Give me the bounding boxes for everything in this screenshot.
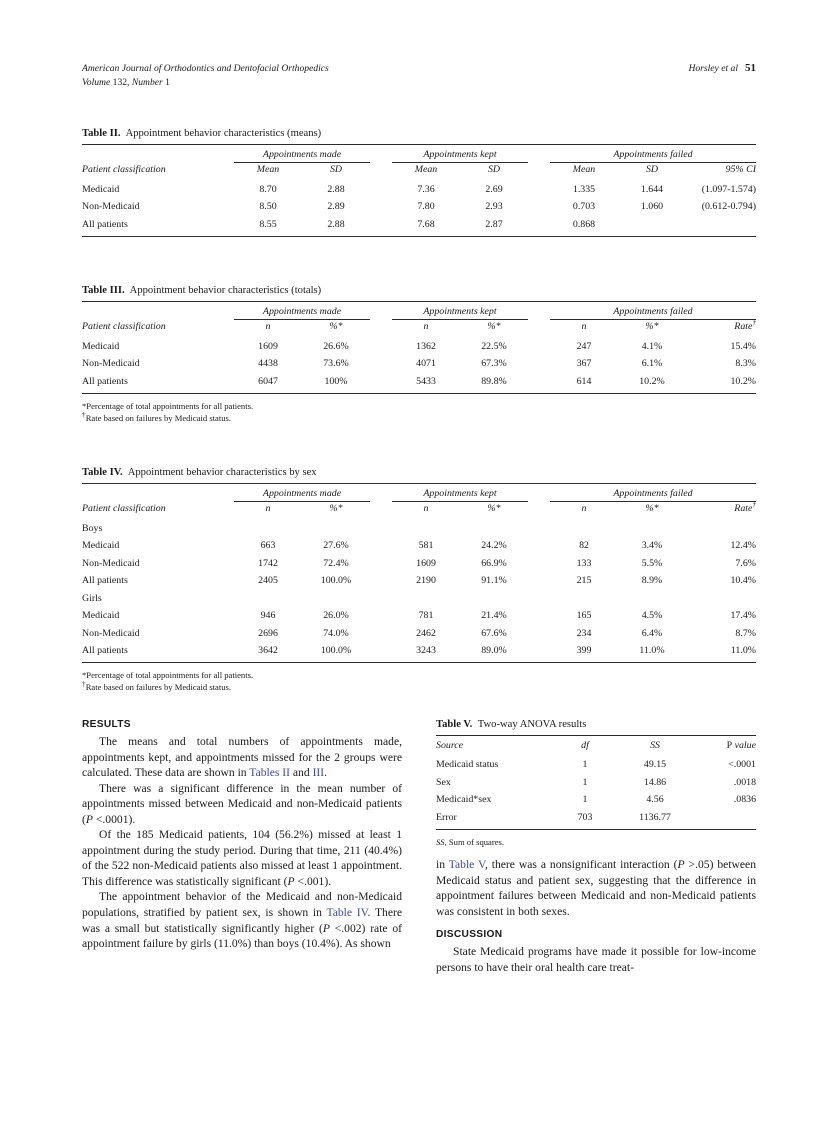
table-5-bottom-rule — [436, 830, 756, 833]
cell: 2.93 — [485, 201, 503, 213]
cell: .0018 — [733, 776, 756, 788]
cell: 10.4% — [730, 575, 756, 587]
table-3-footnotes — [82, 400, 756, 424]
table-5-body — [436, 753, 756, 829]
table-2-col-made-mean: Mean — [256, 164, 280, 176]
table-5 — [436, 735, 756, 832]
cell: 7.68 — [417, 218, 435, 230]
cell: 247 — [576, 340, 592, 352]
cell: 11.0% — [730, 644, 756, 656]
table-5-header-row — [436, 739, 756, 753]
spacer — [528, 555, 550, 572]
cell: 89.0% — [481, 644, 507, 656]
cell: 1.060 — [640, 201, 664, 213]
table-4-col-kept-pct: %* — [487, 503, 501, 515]
cell — [460, 590, 528, 607]
row-label: Medicaid — [82, 183, 120, 195]
authors-short: Horsley et al — [688, 63, 738, 74]
cell — [302, 590, 370, 607]
cell: 1.335 — [572, 183, 596, 195]
table-2-col-failed-sd: SD — [645, 164, 659, 176]
table-3-group-header-row — [82, 305, 756, 320]
table-row — [82, 198, 756, 215]
table-2-caption — [82, 127, 756, 141]
footnote-ss: SS, Sum of squares. — [436, 837, 505, 848]
table-5-block — [436, 718, 756, 848]
cell: 1136.77 — [639, 811, 671, 823]
table-4-col-failed-n: n — [581, 503, 587, 515]
table-5-title: Two-way ANOVA results — [477, 719, 587, 730]
cell: 6.4% — [641, 627, 663, 639]
results-paragraph-1: The means and total numbers of appointments made, appointments kept, and appointments missed for the 2 groups were calculated. These data are shown in Tables II and III. — [82, 735, 402, 780]
p-symbol: P — [85, 812, 93, 826]
table-4-number: Table IV. — [82, 467, 123, 478]
row-label: Error — [436, 811, 457, 823]
table-4-bottom-rule — [82, 663, 756, 666]
cell: 3642 — [258, 644, 278, 656]
issue-number: 1 — [165, 76, 170, 88]
cell: 27.6% — [323, 540, 349, 552]
table-row — [82, 607, 756, 624]
table-3-title: Appointment behavior characteristics (totals) — [129, 285, 322, 296]
spacer — [528, 537, 550, 554]
left-column — [82, 718, 402, 952]
cell: 2.69 — [485, 183, 503, 195]
cell: 581 — [418, 540, 434, 552]
table-4-footnotes — [82, 669, 756, 693]
footnote-star: *Percentage of total appointments for all patients. — [82, 400, 254, 411]
table-2-group-kept: Appointments kept — [392, 148, 528, 163]
cell: 1 — [582, 794, 588, 806]
cell: 91.1% — [481, 575, 507, 587]
cell: 15.4% — [730, 340, 756, 352]
cell: 2.89 — [327, 201, 345, 213]
cell: 6047 — [258, 375, 278, 387]
row-label: All patients — [82, 218, 128, 230]
table-row — [82, 572, 756, 589]
table-4-group-failed: Appointments failed — [550, 487, 756, 502]
cell: 1362 — [416, 340, 436, 352]
volume-number: 132 — [112, 76, 128, 88]
cell: 2462 — [416, 627, 436, 639]
row-label: All patients — [82, 575, 128, 587]
row-label: Sex — [436, 776, 451, 788]
table-row — [82, 373, 756, 393]
row-label: Non-Medicaid — [82, 358, 140, 370]
cell: 67.3% — [481, 358, 507, 370]
spacer — [528, 517, 550, 538]
row-label: Medicaid — [82, 610, 120, 622]
cell — [392, 590, 460, 607]
table-3-body — [82, 335, 756, 394]
cell: 11.0% — [639, 644, 665, 656]
cell — [686, 517, 756, 538]
cell: 49.15 — [643, 759, 667, 771]
table-row — [82, 642, 756, 662]
cell: 3243 — [416, 644, 436, 656]
table-3-col-kept-n: n — [423, 321, 429, 333]
cell: 100% — [324, 375, 348, 387]
table-5-col-source: Source — [436, 740, 464, 751]
table-3-col-failed-pct: %* — [645, 321, 659, 333]
row-label: Boys — [82, 522, 103, 534]
cell: 614 — [576, 375, 592, 387]
spacer — [370, 572, 392, 589]
cell: 2.88 — [327, 218, 345, 230]
table-group-row — [82, 517, 756, 538]
table-4-body — [82, 517, 756, 663]
table-5-col-df: df — [581, 740, 589, 751]
table-row — [436, 809, 756, 829]
results-heading: RESULTS — [82, 719, 131, 730]
cell — [550, 590, 618, 607]
cell: 73.6% — [323, 358, 349, 370]
spacer — [528, 625, 550, 642]
cell: 4.5% — [641, 610, 663, 622]
cell: 4.1% — [641, 340, 663, 352]
table-4 — [82, 483, 756, 665]
table-2-col-kept-sd: SD — [487, 164, 501, 176]
cell: .0836 — [733, 794, 756, 806]
spacer — [370, 555, 392, 572]
table-4-col-made-n: n — [265, 503, 271, 515]
cell: 234 — [576, 627, 592, 639]
cell: 26.6% — [323, 340, 349, 352]
table-4-title: Appointment behavior characteristics by sex — [127, 467, 317, 478]
table-4-col-kept-n: n — [423, 503, 429, 515]
cell: 21.4% — [481, 610, 507, 622]
cell — [234, 517, 302, 538]
running-head-right — [688, 62, 756, 76]
cell: 5433 — [416, 375, 436, 387]
p-symbol: P — [287, 874, 295, 888]
spacer — [370, 607, 392, 624]
cell: 8.55 — [259, 218, 277, 230]
footnote-dagger: †Rate based on failures by Medicaid status. — [82, 410, 232, 424]
cell: 2.87 — [485, 218, 503, 230]
discussion-paragraph-1: State Medicaid programs have made it possible for low-income persons to have their oral health care treat- — [436, 945, 756, 974]
cell — [694, 809, 756, 829]
spacer — [528, 590, 550, 607]
cell: 66.9% — [481, 557, 507, 569]
table-3-col-failed-n: n — [581, 321, 587, 333]
cell: 1609 — [416, 557, 436, 569]
table-row — [82, 555, 756, 572]
spacer — [370, 517, 392, 538]
table-4-group-kept: Appointments kept — [392, 487, 528, 502]
cell — [618, 590, 686, 607]
cell: 24.2% — [481, 540, 507, 552]
cell — [392, 517, 460, 538]
cell: 946 — [260, 610, 276, 622]
journal-title: American Journal of Orthodontics and Dentofacial Orthopedics — [82, 63, 329, 74]
cell: 74.0% — [323, 627, 349, 639]
table-5-caption — [436, 718, 756, 732]
table-2-group-header-row — [82, 148, 756, 163]
footnote-star: *Percentage of total appointments for all patients. — [82, 670, 254, 681]
p-symbol: P — [677, 858, 685, 872]
row-label: All patients — [82, 644, 128, 656]
table-3-col-rate: Rate† — [734, 319, 756, 333]
cell: 1742 — [258, 557, 278, 569]
table-5-col-pvalue: P value — [726, 740, 756, 751]
cell: 89.8% — [481, 375, 507, 387]
spacer — [370, 642, 392, 662]
cell: 367 — [576, 358, 592, 370]
results-paragraph-4: The appointment behavior of the Medicaid and non-Medicaid populations, stratified by patient sex, is shown in Table IV. There was a small but statistically significantly higher (P <.002) rate of appointment failure by girls (11.0%) than boys (10.4%). As shown — [82, 890, 403, 951]
row-label: Medicaid — [82, 540, 120, 552]
table-3-group-kept: Appointments kept — [392, 305, 528, 320]
table-5-footnote — [436, 836, 756, 848]
cell: 12.4% — [730, 540, 756, 552]
cell: 0.703 — [572, 201, 596, 213]
table-2-body — [82, 178, 756, 237]
table-2-col-failed-mean: Mean — [572, 164, 596, 176]
footnote-dagger: †Rate based on failures by Medicaid status. — [82, 679, 232, 693]
table-4-col-failed-pct: %* — [645, 503, 659, 515]
cell: 133 — [576, 557, 592, 569]
table-2-stub-header: Patient classification — [82, 164, 166, 176]
cell: 14.86 — [643, 776, 667, 788]
results-paragraph-3: Of the 185 Medicaid patients, 104 (56.2%) missed at least 1 appointment during the study period. During that time, 211 (40.4%) of the 522 non-Medicaid patients also missed at least 1 appointment. This difference was statistically significant (P <.001). — [82, 828, 402, 888]
cell: 4071 — [416, 358, 436, 370]
row-label: Non-Medicaid — [82, 627, 140, 639]
table-row — [82, 335, 756, 356]
cell: 1 — [582, 776, 588, 788]
cell: 1609 — [258, 340, 278, 352]
cell — [618, 216, 686, 236]
cell: 3.4% — [641, 540, 663, 552]
table-4-caption — [82, 466, 756, 480]
table-4-block — [82, 466, 756, 694]
cell — [302, 517, 370, 538]
cell: 165 — [576, 610, 592, 622]
table-5-col-ss: SS — [650, 740, 660, 751]
p-symbol: P — [322, 921, 330, 935]
row-label: Medicaid status — [436, 759, 499, 771]
cell: 7.36 — [417, 183, 435, 195]
cell: 0.868 — [572, 218, 596, 230]
row-label: Medicaid*sex — [436, 794, 492, 806]
table-row — [436, 792, 756, 809]
cell: 72.4% — [323, 557, 349, 569]
table-row — [82, 625, 756, 642]
table-5-number: Table V. — [436, 719, 473, 730]
cell: 781 — [418, 610, 434, 622]
table-3 — [82, 301, 756, 396]
cell: 399 — [576, 644, 592, 656]
link-table-5[interactable]: Table V — [448, 858, 485, 872]
spacer — [528, 607, 550, 624]
cell: 703 — [577, 811, 593, 823]
cell: 8.70 — [259, 183, 277, 195]
cell: 1.644 — [640, 183, 664, 195]
cell: <.0001 — [728, 759, 756, 771]
cell: 82 — [579, 540, 589, 552]
cell: 2.88 — [327, 183, 345, 195]
table-3-col-kept-pct: %* — [487, 321, 501, 333]
table-row — [82, 178, 756, 199]
page-number: 51 — [745, 62, 756, 74]
table-4-stub-header: Patient classification — [82, 503, 166, 515]
table-row — [436, 753, 756, 774]
cell — [550, 517, 618, 538]
cell: 4.56 — [646, 794, 664, 806]
table-2-col-kept-mean: Mean — [414, 164, 438, 176]
row-label: Non-Medicaid — [82, 557, 140, 569]
cell: 26.0% — [323, 610, 349, 622]
table-row — [82, 537, 756, 554]
cell: 10.2% — [730, 375, 756, 387]
link-table-4[interactable]: Table IV — [326, 906, 368, 920]
cell — [460, 517, 528, 538]
table-row — [82, 355, 756, 372]
cell: 100.0% — [320, 575, 352, 587]
cell: 10.2% — [639, 375, 665, 387]
cell: 67.6% — [481, 627, 507, 639]
table-2-title: Appointment behavior characteristics (means) — [125, 128, 322, 139]
discussion-continuation: in Table V, there was a nonsignificant interaction (P >.05) between Medicaid status and patient sex, suggesting that the difference in appointment failures between Medicaid and non-Medicaid patients was consistent in both sexes. — [436, 858, 756, 918]
table-2-number: Table II. — [82, 128, 121, 139]
cell: 2190 — [416, 575, 436, 587]
table-3-group-made: Appointments made — [234, 305, 370, 320]
cell: 8.3% — [735, 358, 756, 370]
cell — [686, 216, 756, 236]
table-3-group-failed: Appointments failed — [550, 305, 756, 320]
table-3-bottom-rule — [82, 393, 756, 396]
table-4-sub-header-row — [82, 502, 756, 517]
cell: 8.50 — [259, 201, 277, 213]
table-2-group-made: Appointments made — [234, 148, 370, 163]
cell — [618, 517, 686, 538]
table-row — [436, 774, 756, 791]
table-3-block — [82, 284, 756, 424]
cell: 7.80 — [417, 201, 435, 213]
table-2-col-failed-ci: 95% CI — [725, 164, 756, 176]
cell: (0.612-0.794) — [701, 201, 756, 213]
cell: 1 — [582, 759, 588, 771]
right-column — [436, 718, 756, 976]
cell: 215 — [576, 575, 592, 587]
spacer — [370, 537, 392, 554]
cell: 8.7% — [735, 627, 756, 639]
table-2-bottom-rule — [82, 236, 756, 239]
running-head-left — [82, 62, 329, 89]
table-4-col-rate: Rate† — [734, 501, 756, 515]
cell: 22.5% — [481, 340, 507, 352]
table-2-block — [82, 127, 756, 239]
spacer — [370, 625, 392, 642]
table-4-group-made: Appointments made — [234, 487, 370, 502]
table-2 — [82, 144, 756, 239]
cell: 7.6% — [735, 557, 756, 569]
table-3-caption — [82, 284, 756, 298]
row-label: Non-Medicaid — [82, 201, 140, 213]
cell: 8.9% — [641, 575, 663, 587]
table-2-group-failed: Appointments failed — [550, 148, 756, 163]
discussion-heading: DISCUSSION — [436, 929, 503, 941]
cell: 100.0% — [320, 644, 352, 656]
dagger-marker: † — [752, 319, 756, 327]
table-3-number: Table III. — [82, 285, 125, 296]
link-tables-2[interactable]: Tables II — [249, 766, 291, 780]
volume-issue-line: Volume 132, Number 1 — [82, 76, 170, 88]
spacer — [370, 590, 392, 607]
cell: 663 — [260, 540, 276, 552]
cell: 2405 — [258, 575, 278, 587]
dagger-marker: † — [752, 501, 756, 509]
table-3-col-made-n: n — [265, 321, 271, 333]
spacer — [528, 572, 550, 589]
table-2-col-made-sd: SD — [329, 164, 343, 176]
table-3-stub-header: Patient classification — [82, 321, 166, 333]
results-paragraph-2: There was a significant difference in the mean number of appointments missed between Medicaid and non-Medicaid patients (P <.0001). — [82, 781, 402, 826]
row-label: Girls — [82, 592, 102, 604]
cell — [686, 590, 756, 607]
cell: (1.097-1.574) — [701, 183, 756, 195]
row-label: Medicaid — [82, 340, 120, 352]
row-label: All patients — [82, 375, 128, 387]
cell: 5.5% — [641, 557, 663, 569]
table-4-group-header-row — [82, 487, 756, 502]
cell: 2696 — [258, 627, 278, 639]
cell: 6.1% — [641, 358, 663, 370]
table-group-row — [82, 590, 756, 607]
table-2-sub-header-row — [82, 163, 756, 178]
table-4-col-made-pct: %* — [329, 503, 343, 515]
link-table-3[interactable]: III — [312, 766, 325, 780]
cell: 17.4% — [730, 610, 756, 622]
table-row — [82, 216, 756, 236]
cell: 4438 — [258, 358, 278, 370]
cell — [234, 590, 302, 607]
table-3-sub-header-row — [82, 320, 756, 335]
spacer — [528, 642, 550, 662]
table-3-col-made-pct: %* — [329, 321, 343, 333]
